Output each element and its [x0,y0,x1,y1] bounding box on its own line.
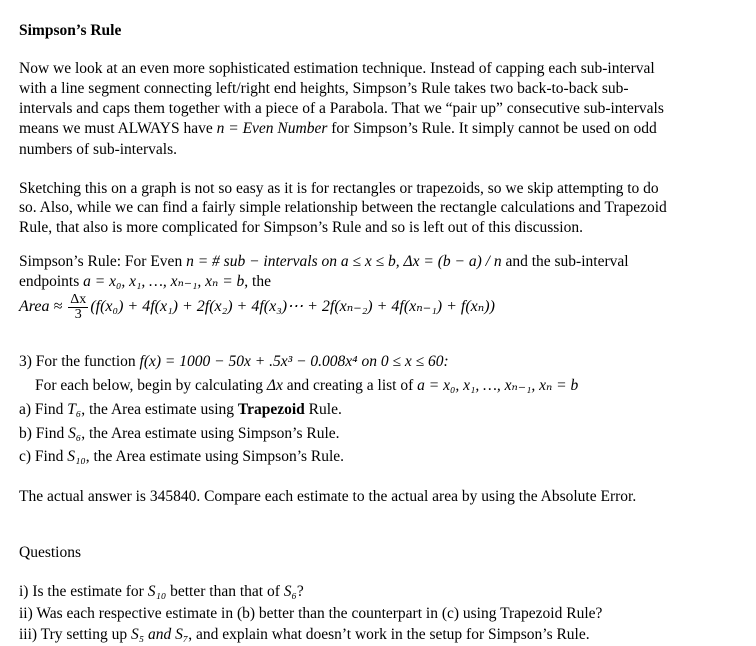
part-b: b) Find S₆, the Area estimate using Simpson’s Rule. [19,425,340,442]
problem-line-2: For each below, begin by calculating Δx and creating a list of a = x₀, x₁, …, xₙ₋₁, xₙ = b [35,377,579,394]
intro-line-2: with a line segment connecting left/right end heights, Simpson’s Rule takes two back-to-back sub- [19,80,629,97]
even-number-math: n = Even Number [216,120,328,137]
rule-line-2: endpoints a = x₀, x₁, …, xₙ₋₁, xₙ = b, the [19,273,271,290]
question-3: iii) Try setting up S₅ and S₇, and explain what doesn’t work in the setup for Simpson’s Rule. [19,626,590,643]
intro-line-3: intervals and caps them together with a piece of a Parabola. That we “pair up” consecutive sub-intervals [19,100,664,117]
formula-body: (f(x₀) + 4f(x₁) + 2f(x₂) + 4f(x₃)⋯ + 2f(xₙ₋₂) + 4f(xₙ₋₁) + f(xₙ)) [90,298,495,316]
part-a: a) Find T₆, the Area estimate using Trapezoid Rule. [19,401,342,418]
sketch-line-1: Sketching this on a graph is not so easy as it is for rectangles or trapezoids, so we skip attempting to do [19,180,659,197]
page-title: Simpson’s Rule [19,22,122,39]
problem-line-1: 3) For the function f(x) = 1000 − 50x + .5x³ − 0.008x⁴ on 0 ≤ x ≤ 60: [19,353,449,370]
questions-heading: Questions [19,544,81,561]
question-1: i) Is the estimate for S₁₀ better than that of S₆? [19,583,304,600]
partition-math: a = x₀, x₁, …, xₙ₋₁, xₙ = b [417,377,579,394]
area-label: Area ≈ [19,298,63,316]
intro-line-1: Now we look at an even more sophisticated estimation technique. Instead of capping each sub-interval [19,60,655,77]
rule-definition-math: n = # sub − intervals on a ≤ x ≤ b, Δx = (b − a) / n [186,253,502,270]
intro-line-4: means we must ALWAYS have n = Even Number for Simpson’s Rule. It simply cannot be used on odd [19,120,657,137]
question-2: ii) Was each respective estimate in (b) better than the counterpart in (c) using Trapezoid Rule? [19,605,603,622]
actual-answer: The actual answer is 345840. Compare each estimate to the actual area by using the Absolute Error. [19,488,637,505]
sketch-line-3: Rule, that also is more complicated for Simpson’s Rule and so is left out of this discussion. [19,219,583,236]
endpoints-math: a = x₀, x₁, …, xₙ₋₁, xₙ = b [83,273,245,290]
part-c: c) Find S₁₀, the Area estimate using Simpson’s Rule. [19,448,345,465]
intro-line-5: numbers of sub-intervals. [19,141,177,158]
sketch-line-2: so. Also, while we can find a fairly simple relationship between the rectangle calculations and Trapezoid [19,199,667,216]
simpson-formula [19,293,495,322]
function-math: f(x) = 1000 − 50x + .5x³ − 0.008x⁴ on 0 ≤ x ≤ 60: [139,353,449,370]
delta-x-over-3: $\frac{\Delta x}{3}$ [70,292,87,322]
rule-line-1: Simpson’s Rule: For Even n = # sub − intervals on a ≤ x ≤ b, Δx = (b − a) / n and the sub-interval [19,253,629,270]
